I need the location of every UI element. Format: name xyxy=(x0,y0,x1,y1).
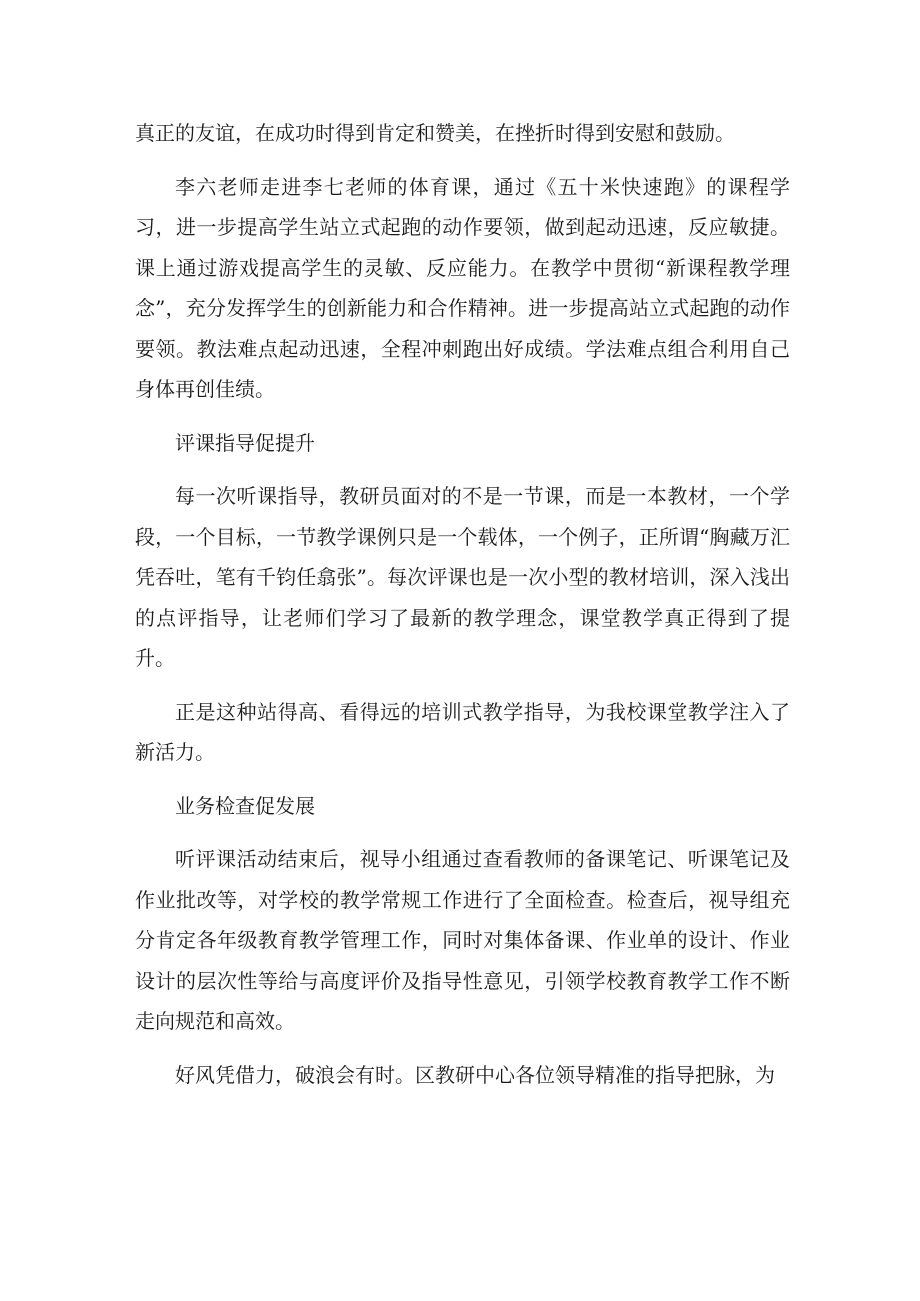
document-body xyxy=(135,113,790,1108)
paragraph-new-vitality: 正是这种站得高、看得远的培训式教学指导，为我校课堂教学注入了新活力。 xyxy=(135,699,790,764)
paragraph-closing: 好风凭借力，破浪会有时。区教研中心各位领导精准的指导把脉，为 xyxy=(175,1062,775,1087)
paragraph-pe-lesson: 李六老师走进李七老师的体育课，通过《五十米快速跑》的课程学习，进一步提高学生站立式起跑的动作要领，做到起动迅速，反应敏捷。课上通过游戏提高学生的灵敏、反应能力。在教学中贯彻“新课程教学理念”，充分发挥学生的创新能力和合作精神。进一步提高站立式起跑的动作要领。教法难点起动迅速，全程冲刺跑出好成绩。学法难点组合利用自己身体再创佳绩。 xyxy=(135,174,790,401)
section-heading-lesson-review: 评课指导促提升 xyxy=(175,430,315,455)
paragraph-continuation: 真正的友谊，在成功时得到肯定和赞美，在挫折时得到安慰和鼓励。 xyxy=(135,121,735,145)
paragraph-lesson-review: 每一次听课指导，教研员面对的不是一节课，而是一本教材，一个学段，一个目标，一节教学课例只是一个载体，一个例子，正所谓“胸藏万汇凭吞吐，笔有千钧任翕张”。每次评课也是一次小型的教材培训，深入浅出的点评指导，让老师们学习了最新的教学理念，课堂教学真正得到了提升。 xyxy=(135,484,790,670)
section-heading-inspection: 业务检查促发展 xyxy=(175,793,315,818)
paragraph-inspection: 听评课活动结束后，视导小组通过查看教师的备课笔记、听课笔记及作业批改等，对学校的教学常规工作进行了全面检查。检查后，视导组充分肯定各年级教育教学管理工作，同时对集体备课、作业单的设计、作业设计的层次性等给与高度评价及指导性意见，引领学校教育教学工作不断走向规范和高效。 xyxy=(135,847,790,1033)
